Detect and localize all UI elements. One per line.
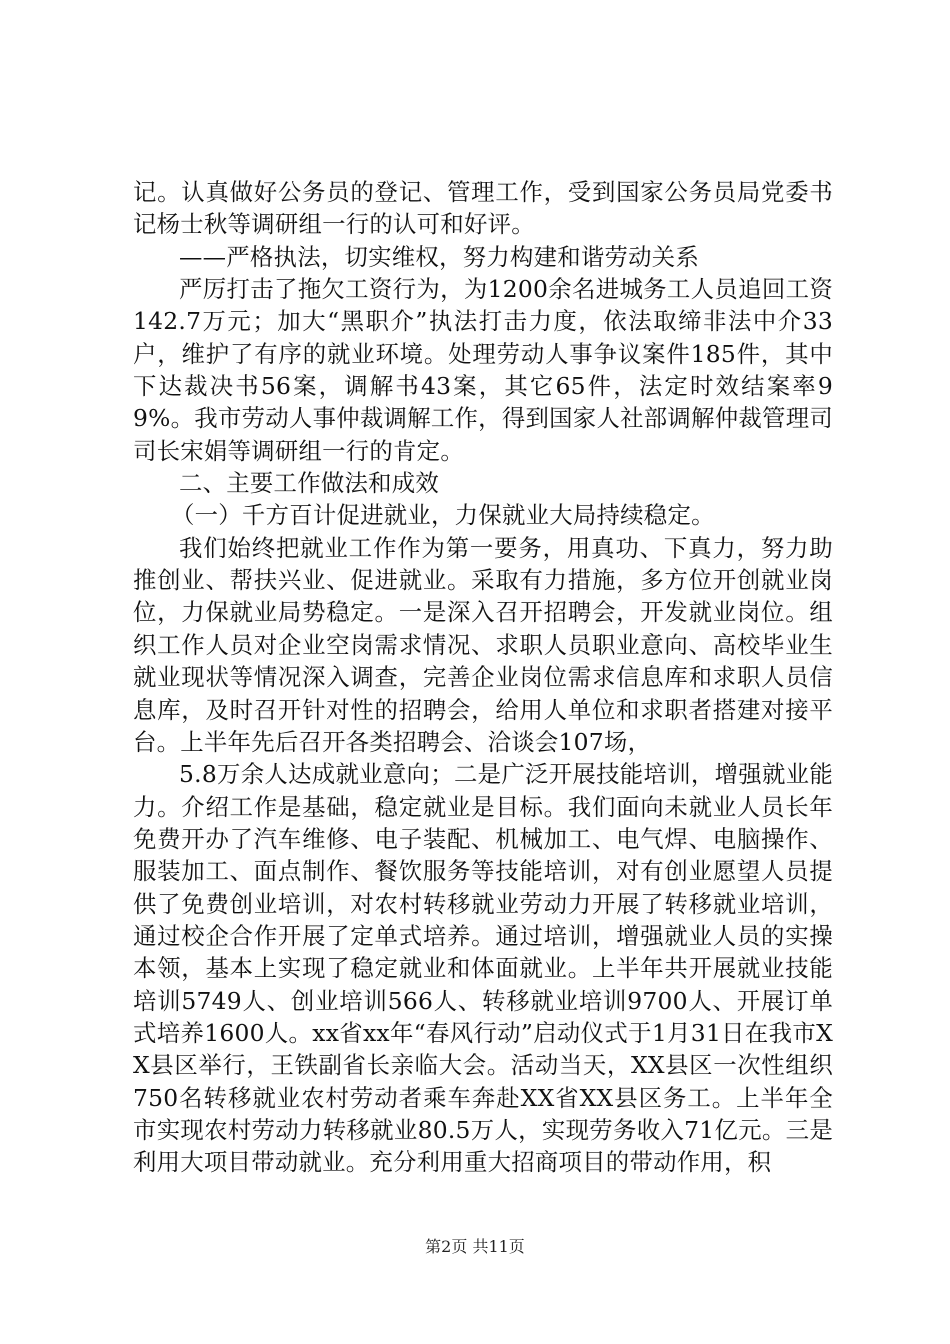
subsection-heading-employment: （一）千方百计促进就业，力保就业大局持续稳定。	[171, 501, 715, 530]
paragraph-law-enforcement: 严厉打击了拖欠工资行为，为1200余名进城务工人员追回工资142.7万元；加大“黑职介”执法打击力度，依法取缔非法中介33户，维护了有序的就业环境。处理劳动人事争议案件185件，其中下达裁决书56案，调解书43案，其它65件，法定时效结案率99%。我市劳动人事仲裁调解工作，得到国家人社部调解仲裁管理司司长宋娟等调研组一行的肯定。	[133, 275, 833, 465]
section-heading-main-work: 二、主要工作做法和成效	[179, 469, 440, 498]
document-body	[133, 176, 833, 1179]
paragraph-employment-promotion: 我们始终把就业工作作为第一要务，用真功、下真力，努力助推创业、帮扶兴业、促进就业。采取有力措施，多方位开创就业岗位，力保就业局势稳定。一是深入召开招聘会，开发就业岗位。组织工作人员对企业空岗需求情况、求职人员职业意向、高校毕业生就业现状等情况深入调查，完善企业岗位需求信息库和求职人员信息库，及时召开针对性的招聘会，给用人单位和求职者搭建对接平台。上半年先后召开各类招聘会、洽谈会107场，	[133, 533, 833, 756]
page-number-footer: 第2页 共11页	[425, 1237, 525, 1256]
section-heading-labor-relations: ——严格执法，切实维权，努力构建和谐劳动关系	[179, 242, 700, 271]
paragraph-skills-training: 5.8万余人达成就业意向；二是广泛开展技能培训，增强就业能力。介绍工作是基础，稳定就业是目标。我们面向未就业人员长年免费开办了汽车维修、电子装配、机械加工、电气焊、电脑操作、服装加工、面点制作、餐饮服务等技能培训，对有创业愿望人员提供了免费创业培训，对农村转移就业劳动力开展了转移就业培训，通过校企合作开展了定单式培养。通过培训，增强就业人员的实操本领，基本上实现了稳定就业和体面就业。上半年共开展就业技能培训5749人、创业培训566人、转移就业培训9700人、开展订单式培养1600人。xx省xx年“春风行动”启动仪式于1月31日在我市XX县区举行，王铁副省长亲临大会。活动当天，XX县区一次性组织750名转移就业农村劳动者乘车奔赴XX省XX县区务工。上半年全市实现农村劳动力转移就业80.5万人，实现劳务收入71亿元。三是利用大项目带动就业。充分利用重大招商项目的带动作用，积	[133, 760, 833, 1177]
paragraph-continuation: 记。认真做好公务员的登记、管理工作，受到国家公务员局党委书记杨士秋等调研组一行的认可和好评。	[133, 178, 833, 239]
